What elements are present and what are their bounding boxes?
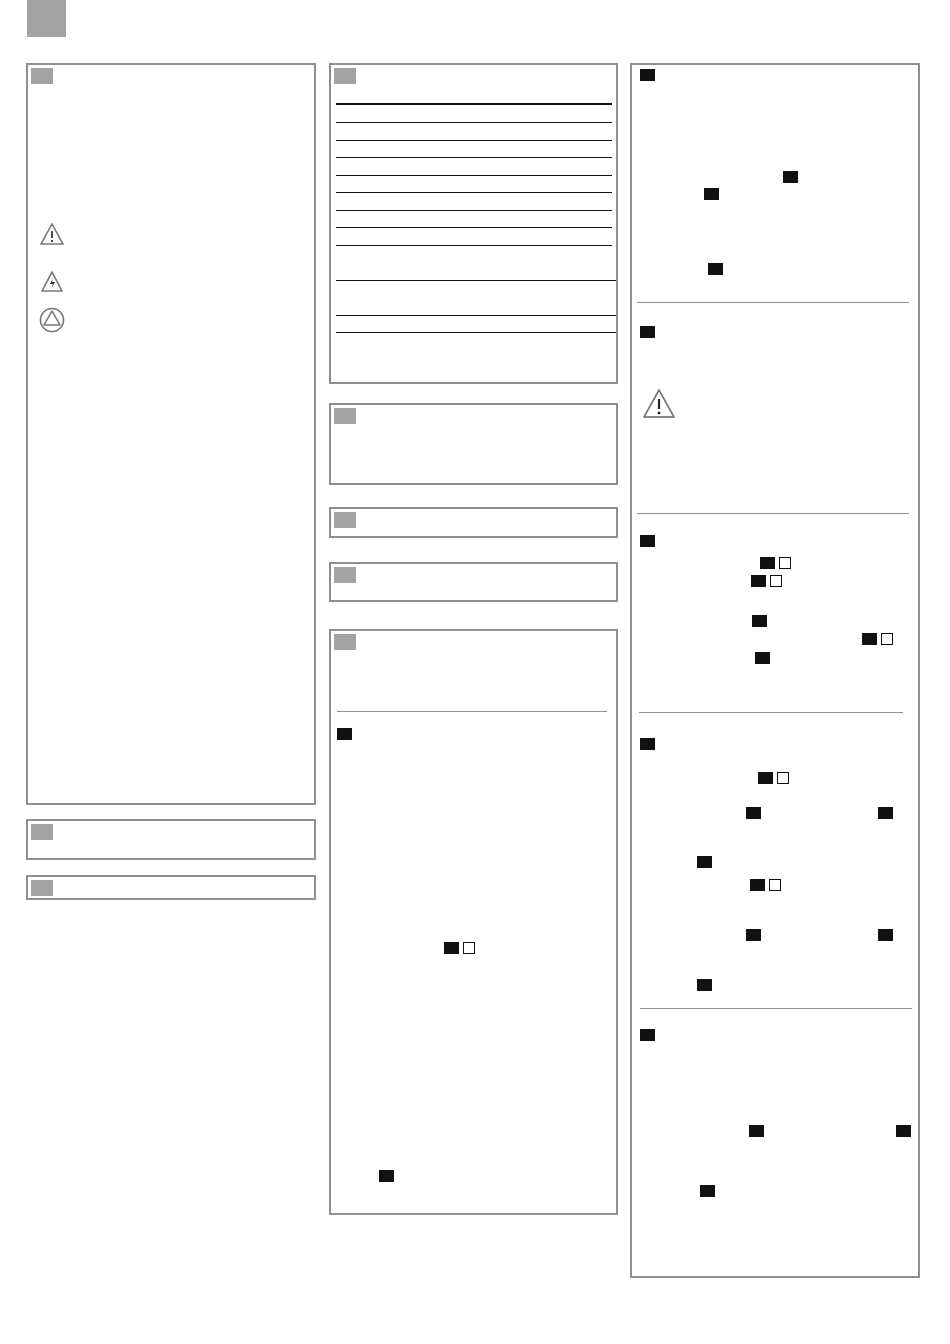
step-marker: [640, 1029, 655, 1041]
figure-ref-marker: [862, 633, 877, 645]
warning-triangle-icon: [39, 222, 65, 251]
table-row-rule: [336, 122, 612, 123]
section-tab: [31, 824, 53, 840]
divider: [637, 302, 909, 303]
table-row-rule: [336, 140, 612, 141]
section-tab: [334, 68, 356, 84]
table-row-rule: [336, 315, 616, 316]
figure-ref-marker: [746, 929, 761, 941]
section-panel: [329, 562, 618, 602]
divider: [640, 1008, 912, 1009]
figure-ref-marker: [783, 171, 798, 183]
procedure-panel: [630, 63, 920, 1278]
table-row-rule: [336, 280, 616, 281]
section-tab: [334, 512, 356, 528]
figure-ref-marker: [760, 557, 775, 569]
figure-ref-box: [770, 575, 782, 587]
circle-triangle-icon: [39, 307, 65, 338]
figure-ref-box: [777, 772, 789, 784]
header-tab: [27, 0, 66, 37]
figure-ref-marker: [896, 1125, 911, 1137]
figure-ref-marker: [379, 1170, 394, 1182]
figure-ref-marker: [444, 942, 459, 954]
table-row-rule: [336, 175, 612, 176]
small-section-panel: [26, 875, 316, 900]
figure-ref-marker: [697, 979, 712, 991]
figure-ref-box: [779, 557, 791, 569]
divider: [639, 712, 903, 713]
figure-ref-marker: [704, 188, 719, 200]
section-tab: [334, 567, 356, 583]
figure-ref-marker: [746, 807, 761, 819]
figure-ref-box: [769, 879, 781, 891]
warning-triangle-icon: [642, 388, 676, 425]
table-row-rule: [336, 227, 612, 228]
section-tab: [334, 634, 356, 650]
table-row-rule: [336, 332, 616, 333]
table-row-rule: [336, 245, 612, 246]
figure-ref-marker: [700, 1185, 715, 1197]
spec-table-panel: [329, 63, 618, 384]
installation-section-panel: [329, 629, 618, 1215]
figure-ref-marker: [749, 1125, 764, 1137]
section-tab: [334, 408, 356, 424]
step-marker: [640, 326, 655, 338]
step-marker: [640, 535, 655, 547]
section-panel: [329, 507, 618, 538]
section-tab: [31, 68, 53, 84]
figure-ref-marker: [755, 652, 770, 664]
small-section-panel: [26, 819, 316, 860]
figure-ref-marker: [878, 929, 893, 941]
figure-ref-marker: [878, 807, 893, 819]
section-panel: [329, 403, 618, 485]
safety-section-panel: [26, 63, 316, 805]
figure-ref-marker: [697, 856, 712, 868]
table-row-rule: [336, 192, 612, 193]
figure-ref-marker: [708, 263, 723, 275]
figure-ref-marker: [750, 879, 765, 891]
figure-ref-marker: [751, 575, 766, 587]
step-marker: [640, 69, 655, 81]
divider: [637, 513, 909, 514]
table-header-rule: [336, 103, 612, 105]
step-marker: [337, 728, 352, 740]
table-row-rule: [336, 157, 612, 158]
table-row-rule: [336, 210, 612, 211]
figure-ref-marker: [752, 615, 767, 627]
figure-ref-box: [881, 633, 893, 645]
section-tab: [31, 880, 53, 896]
figure-ref-box: [463, 942, 475, 954]
figure-ref-marker: [758, 772, 773, 784]
electric-hazard-icon: [40, 270, 64, 299]
step-marker: [640, 738, 655, 750]
divider: [337, 711, 607, 712]
